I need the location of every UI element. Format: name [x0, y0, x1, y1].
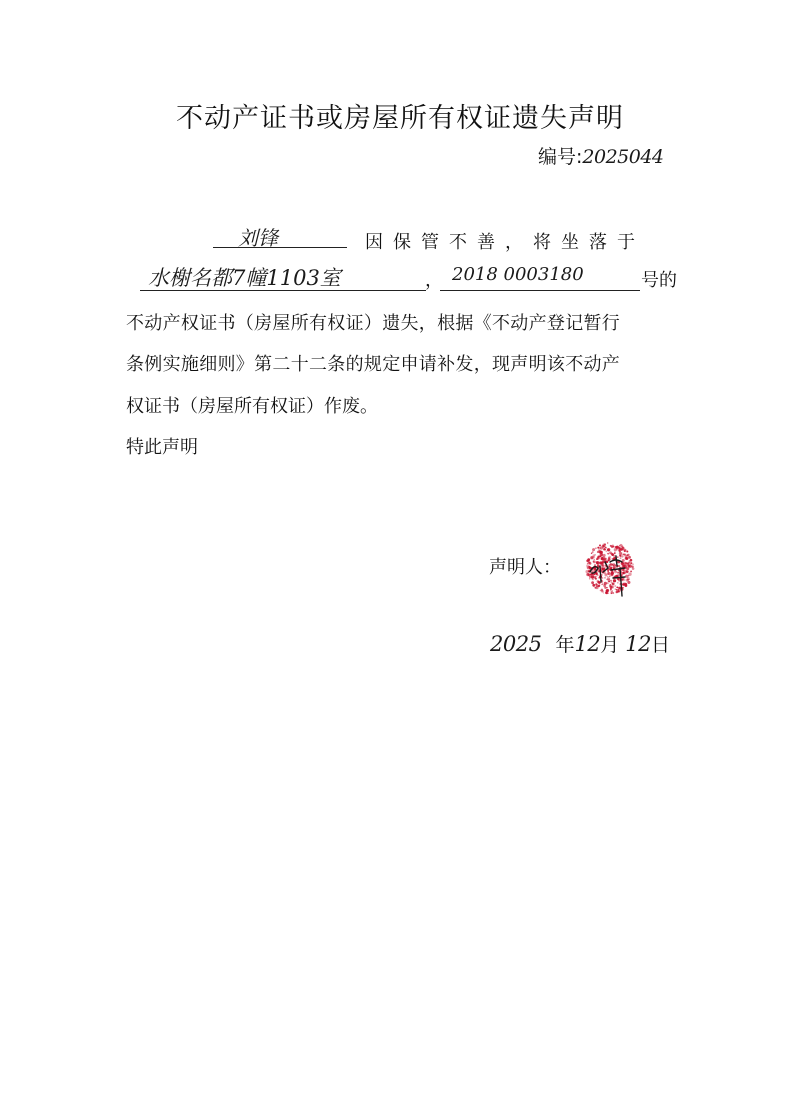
- seal-speck: [597, 574, 598, 575]
- seal-speck: [608, 589, 609, 590]
- seal-speck: [587, 566, 590, 569]
- seal-speck: [630, 559, 633, 562]
- seal-speck: [617, 590, 620, 593]
- seal-speck: [628, 562, 630, 564]
- seal-speck: [618, 588, 619, 589]
- seal-speck: [589, 578, 591, 580]
- seal-speck: [622, 572, 624, 574]
- seal-speck: [614, 552, 616, 554]
- seal-speck: [605, 547, 606, 548]
- seal-speck: [595, 548, 596, 549]
- seal-speck: [617, 575, 618, 576]
- seal-speck: [603, 592, 604, 593]
- seal-speck: [594, 559, 595, 560]
- certificate-number: 2018 0003180: [452, 264, 584, 285]
- seal-speck: [603, 554, 606, 557]
- seal-speck: [598, 547, 601, 550]
- seal-speck: [608, 581, 610, 583]
- seal-speck: [612, 592, 614, 594]
- seal-speck: [610, 588, 612, 590]
- seal-speck: [620, 554, 623, 557]
- seal-speck: [631, 566, 633, 568]
- date-year-unit: 年: [555, 634, 575, 656]
- seal-speck: [607, 553, 609, 555]
- seal-speck: [616, 587, 618, 589]
- seal-speck: [608, 556, 611, 559]
- seal-speck: [602, 583, 603, 584]
- seal-speck: [627, 581, 630, 584]
- seal-speck: [619, 547, 620, 548]
- seal-speck: [632, 563, 634, 565]
- seal-speck: [610, 580, 612, 582]
- seal-speck: [614, 585, 616, 587]
- seal-speck: [626, 550, 628, 552]
- seal-speck: [623, 555, 624, 556]
- seal-speck: [606, 572, 609, 575]
- seal-speck: [612, 545, 614, 547]
- seal-speck: [603, 561, 604, 562]
- seal-speck: [593, 560, 596, 563]
- seal-speck: [619, 545, 621, 547]
- seal-speck: [607, 576, 608, 577]
- seal-speck: [622, 578, 625, 581]
- seal-speck: [597, 564, 599, 566]
- seal-speck: [595, 575, 597, 577]
- seal-speck: [594, 568, 596, 570]
- seal-speck: [607, 582, 609, 584]
- seal-speck: [624, 562, 627, 565]
- seal-speck: [603, 584, 606, 587]
- seal-speck: [609, 563, 612, 566]
- seal-speck: [602, 545, 605, 548]
- seal-speck: [627, 554, 629, 556]
- seal-speck: [611, 582, 612, 583]
- declarant-label: 声明人：: [489, 557, 561, 578]
- cert-number-underline: [440, 290, 640, 291]
- reason-text: 因保管不善，将坐落于: [365, 232, 645, 253]
- name-underline: [213, 247, 347, 248]
- seal-speck: [631, 563, 632, 564]
- seal-speck: [600, 590, 602, 592]
- seal-speck: [611, 590, 613, 592]
- seal-speck: [615, 546, 618, 549]
- seal-speck: [620, 557, 622, 559]
- seal-speck: [607, 542, 608, 543]
- serial-label: 编号:: [538, 146, 583, 168]
- seal-speck: [595, 578, 597, 580]
- seal-speck: [594, 554, 595, 555]
- seal-speck: [604, 577, 605, 578]
- seal-speck: [617, 582, 619, 584]
- seal-speck: [596, 558, 597, 559]
- seal-speck: [592, 551, 594, 553]
- body-line-3: 不动产权证书（房屋所有权证）遗失，根据《不动产登记暂行: [126, 313, 621, 334]
- serial-value: 2025044: [582, 146, 664, 168]
- seal-speck: [597, 550, 600, 553]
- seal-speck: [624, 549, 627, 552]
- body-line-5: 权证书（房屋所有权证）作废。: [126, 396, 378, 417]
- seal-speck: [597, 581, 600, 584]
- seal-speck: [609, 551, 612, 554]
- seal-speck: [627, 564, 629, 566]
- seal-speck: [606, 550, 608, 552]
- seal-speck: [611, 571, 613, 573]
- seal-speck: [628, 556, 631, 559]
- seal-speck: [593, 574, 594, 575]
- date-month: 12: [574, 632, 601, 656]
- seal-speck: [630, 570, 632, 572]
- seal-speck: [607, 577, 610, 580]
- seal-speck: [601, 564, 604, 567]
- date-month-unit: 月: [600, 634, 620, 656]
- seal-speck: [625, 557, 628, 560]
- seal-speck: [594, 587, 596, 589]
- seal-speck: [610, 566, 612, 568]
- date-day-unit: 日: [651, 634, 671, 656]
- owner-name: 刘锋: [238, 226, 278, 250]
- seal-speck: [587, 563, 588, 564]
- seal-speck: [610, 590, 611, 591]
- seal-speck: [609, 576, 610, 577]
- seal-speck: [609, 584, 611, 586]
- seal-speck: [592, 578, 594, 580]
- declaration-date: [490, 630, 670, 657]
- seal-speck: [591, 581, 594, 584]
- seal-speck: [627, 577, 630, 580]
- date-day: 12: [625, 632, 651, 656]
- seal-speck: [595, 583, 597, 585]
- closing-text: 特此声明: [126, 437, 198, 458]
- fingerprint-seal-icon: [580, 538, 640, 598]
- seal-speck: [626, 571, 629, 574]
- seal-speck: [618, 572, 619, 573]
- seal-speck: [596, 561, 599, 564]
- seal-speck: [591, 552, 592, 553]
- seal-speck: [613, 564, 616, 567]
- seal-speck: [625, 584, 628, 587]
- seal-speck: [599, 544, 601, 546]
- seal-speck: [613, 579, 616, 582]
- separator-comma: ，: [425, 270, 443, 291]
- seal-speck: [608, 592, 610, 594]
- seal-speck: [592, 584, 595, 587]
- seal-speck: [619, 550, 621, 552]
- seal-speck: [615, 588, 617, 590]
- seal-speck: [614, 570, 617, 573]
- seal-speck: [592, 548, 595, 551]
- date-year: 2025: [490, 632, 542, 656]
- suffix-text: 号的: [641, 270, 677, 291]
- seal-speck: [587, 573, 590, 576]
- seal-speck: [594, 564, 595, 565]
- seal-speck: [599, 554, 602, 557]
- page-title: 不动产证书或房屋所有权证遗失声明: [176, 103, 624, 134]
- seal-speck: [618, 565, 620, 567]
- seal-speck: [610, 573, 613, 576]
- seal-speck: [601, 557, 604, 560]
- seal-speck: [587, 558, 590, 561]
- seal-speck: [611, 554, 612, 555]
- seal-speck: [623, 553, 625, 555]
- seal-speck: [603, 548, 606, 551]
- seal-speck: [611, 592, 613, 594]
- seal-speck: [610, 545, 612, 547]
- property-address: 水榭名都7幢1103室: [148, 266, 341, 290]
- body-line-4: 条例实施细则》第二十二条的规定申请补发，现声明该不动产: [126, 354, 621, 375]
- seal-speck: [607, 548, 610, 551]
- seal-signature: [580, 538, 640, 598]
- seal-speck: [622, 583, 625, 586]
- seal-speck: [617, 556, 618, 557]
- seal-speck: [589, 562, 592, 565]
- serial-number: [538, 142, 664, 169]
- seal-speck: [628, 575, 629, 576]
- seal-speck: [623, 565, 624, 566]
